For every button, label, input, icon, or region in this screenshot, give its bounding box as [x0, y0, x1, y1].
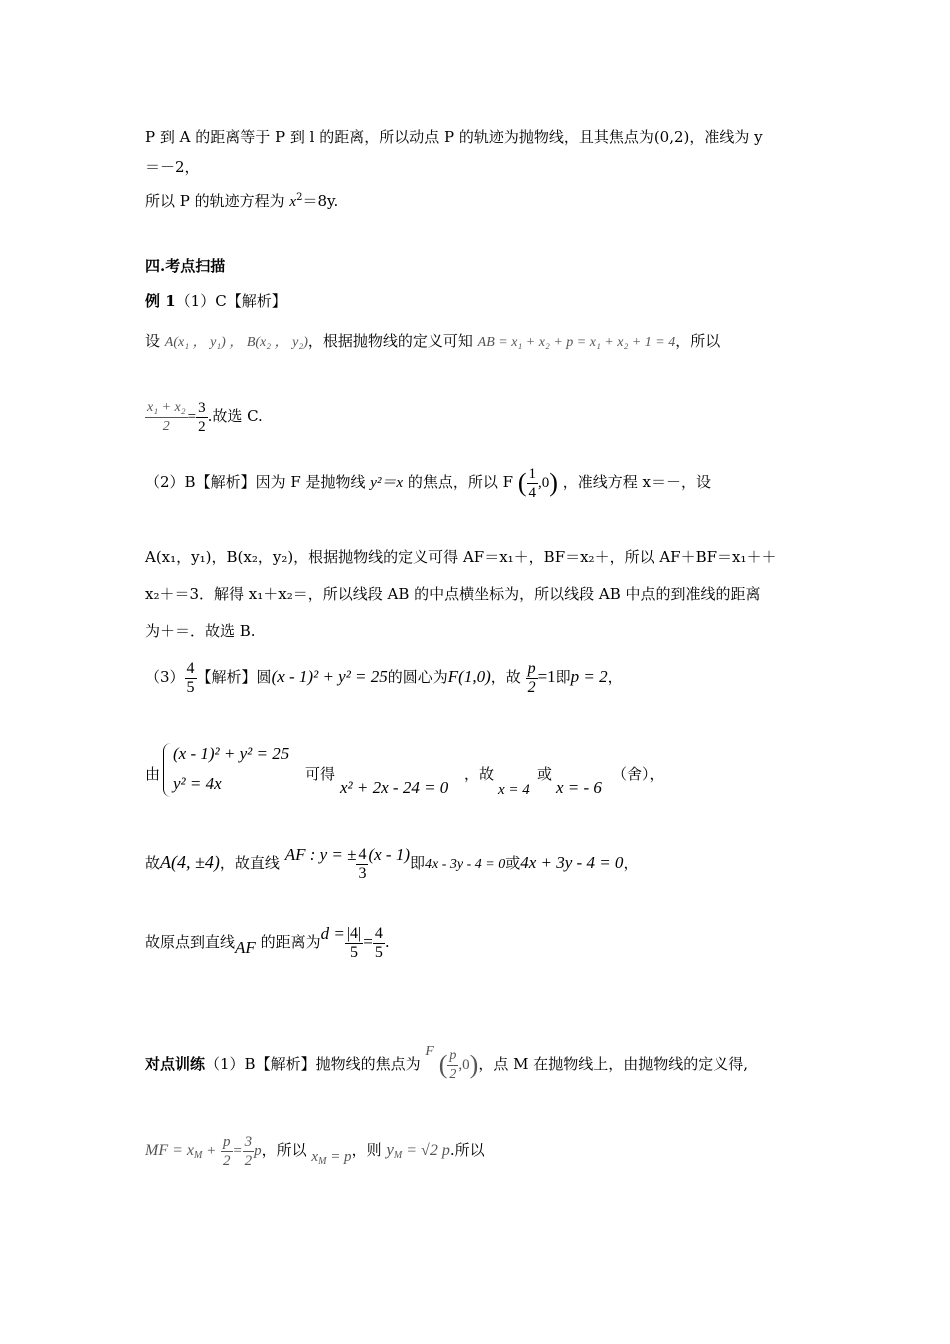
fraction: [196, 399, 208, 436]
denominator: 5: [186, 678, 195, 696]
denominator: 5: [350, 943, 359, 961]
part-2-line-2: A(x₁，y₁)，B(x₂，y₂)，根据抛物线的定义可得 AF＝x₁＋，BF＝x₂＋，所以 AF＋BF＝x₁＋＋: [145, 548, 777, 566]
system-equation-2: y² = 4x: [173, 774, 222, 793]
text-span: ，: [607, 668, 623, 686]
math-af: AF: [235, 938, 256, 957]
part-2-line-3: x₂＋＝3．解得 x₁＋x₂＝，所以线段 AB 的中点横坐标为，所以线段 AB 中点的到准线的距离: [145, 585, 761, 603]
denominator: 2: [244, 1152, 253, 1169]
math-equals: =: [232, 1143, 243, 1159]
text-span: .: [384, 933, 390, 951]
fraction: [527, 465, 539, 502]
math-p: p: [254, 1143, 262, 1159]
numerator: |4|: [346, 924, 362, 942]
math-equation: AB = x₁ + x₂ + p = x₁ + x₂ + 1 = 4: [477, 335, 676, 350]
text-span: ，所以: [261, 1141, 307, 1159]
denominator: 5: [374, 943, 383, 961]
distance-fraction-2: [373, 925, 385, 962]
part-2-line-1: [145, 462, 711, 503]
training-line-1: 对点训练（1）B【解析】抛物线的焦点为 F ( $\frac{p}{2}$ ,0)，点 M 在抛物线上，由抛物线的定义得,: [145, 1044, 748, 1082]
part-3-line-3: [145, 834, 638, 886]
text-span: （2）B【解析】因为 F 是抛物线: [145, 473, 371, 491]
text-span: 故: [145, 854, 161, 872]
math-sub: M: [393, 1150, 403, 1161]
numerator: 4: [186, 659, 195, 677]
text-or: 或: [537, 765, 553, 783]
text-span: 设: [145, 332, 161, 350]
paren-left: (: [517, 468, 527, 497]
text-line-1: P 到 A 的距离等于 P 到 l 的距离，所以动点 P 的轨迹为抛物线，且其焦点为(0,2)，准线为 y: [145, 128, 763, 146]
numerator: 4: [358, 845, 367, 863]
numerator: p: [447, 1047, 458, 1066]
denominator: 2: [162, 418, 170, 434]
numerator: 1: [528, 465, 537, 482]
text-span: 的焦点，所以 F: [403, 473, 514, 491]
math-line-1: 4x - 3y - 4 = 0: [425, 857, 506, 872]
part-2-line-4: 为＋＝．故选 B.: [145, 622, 256, 640]
part-3-line-1: [145, 656, 623, 698]
text-span: ，故: [490, 668, 521, 686]
text-span: .所以: [449, 1141, 485, 1159]
math-parabola: y²＝x: [370, 475, 404, 491]
denominator: 2: [198, 418, 206, 435]
text-span: ，则: [351, 1141, 382, 1159]
text-span: （1）B【解析】抛物线的焦点为: [205, 1055, 421, 1073]
text-span: ，: [623, 854, 639, 872]
math-f: F: [425, 1044, 434, 1059]
numerator: p: [527, 659, 536, 677]
text-span: ＝8y.: [302, 192, 339, 210]
example-1-line-1: [145, 331, 720, 353]
denominator: 2: [449, 1066, 457, 1082]
text-span: ，故直线: [219, 854, 280, 872]
math-sub: M: [194, 1150, 203, 1161]
math-y: y: [386, 1140, 394, 1159]
text-span: .故选 C.: [207, 407, 263, 425]
example-label: 例 1: [145, 292, 176, 310]
math-equals: =1: [537, 667, 556, 686]
equals-sign: =: [187, 409, 197, 425]
math-eq: = p: [326, 1149, 352, 1165]
example-1-line-2: [145, 398, 263, 436]
p-over-2: [221, 1133, 233, 1170]
math-text: (x - 1): [368, 845, 410, 864]
text-span: 所以 P 的轨迹方程为: [145, 192, 290, 210]
system-brace: [163, 743, 172, 797]
math-plus: +: [202, 1143, 217, 1159]
text-span: 的距离为: [260, 933, 321, 951]
math-x: x: [311, 1149, 319, 1165]
math-eq: = √2 p: [402, 1142, 450, 1159]
math-d: d =: [320, 924, 345, 943]
example-rest: （1）C【解析】: [175, 292, 287, 310]
numerator: 3: [244, 1133, 253, 1150]
math-x: x: [289, 194, 297, 210]
training-label: 对点训练: [145, 1055, 206, 1073]
paren-right: ): [549, 468, 558, 497]
text-line-3: [145, 188, 338, 212]
math-line-af: AF : y = ±: [284, 845, 357, 864]
denominator: 4: [528, 484, 537, 501]
math-point-a: A(4, ±4): [160, 852, 220, 872]
text-span: 即: [410, 854, 426, 872]
numerator: 4: [374, 924, 383, 942]
math-exponent: 2: [296, 192, 303, 203]
quadratic-equation: x² + 2x - 24 = 0: [340, 778, 449, 797]
numerator: 3: [198, 399, 206, 416]
text-span: 或: [505, 854, 521, 872]
denominator: 2: [223, 1152, 231, 1169]
numerator: p: [223, 1133, 231, 1150]
text-span: 【解析】圆: [196, 668, 272, 686]
text-span: 的圆心为: [387, 668, 448, 686]
text-span: 即: [555, 668, 571, 686]
system-get: 可得: [305, 765, 336, 783]
three-halves: [243, 1133, 255, 1170]
text-span: ,0: [458, 1057, 470, 1073]
math-p-value: p = 2: [570, 667, 608, 686]
focus-fraction: [447, 1047, 458, 1084]
text-line-2: ＝－2，: [145, 158, 200, 176]
fraction: [145, 399, 188, 436]
denominator: 2: [527, 678, 536, 696]
denominator: 3: [358, 864, 367, 882]
system-equation-1: (x - 1)² + y² = 25: [173, 744, 290, 763]
training-line-2: [145, 1128, 485, 1184]
example-1-heading: [145, 291, 287, 311]
solution-1: x = 4: [498, 782, 530, 798]
text-span: ，点 M 在抛物线上，由抛物线的定义得,: [478, 1055, 748, 1073]
section-title: 四.考点扫描: [145, 257, 226, 275]
slope-fraction: [356, 846, 368, 883]
answer-fraction: [185, 660, 197, 697]
text-span: （3）: [145, 668, 185, 686]
math-sub: M: [318, 1156, 327, 1167]
math-circle: (x - 1)² + y² = 25: [271, 667, 388, 686]
p-fraction: [526, 660, 538, 697]
math-center: F(1,0): [447, 667, 491, 686]
text-span: ，根据抛物线的定义可知: [307, 332, 473, 350]
text-span: ,0: [538, 475, 550, 491]
numerator: x₁ + x₂: [145, 399, 188, 418]
math-line-2: 4x + 3y - 4 = 0: [520, 853, 624, 872]
part-3-sys-prefix: 由: [145, 765, 161, 783]
text-span: 故原点到直线: [145, 933, 236, 951]
text-discard: （舍），: [612, 765, 665, 783]
text-span: ，所以: [675, 332, 721, 350]
math-points: A(x₁ ， y₁) ， B(x₂ ， y₂): [164, 335, 308, 350]
solution-2: x = - 6: [556, 778, 602, 797]
text-span: ，故: [464, 765, 495, 783]
math-mf: MF = x: [145, 1142, 194, 1159]
text-span: ，准线方程 x＝－，设: [562, 473, 711, 491]
distance-fraction: [345, 925, 363, 962]
part-3-line-4: 故原点到直线AF 的距离为d = $\frac{|4|}{5}$ = $\frac{4}{5}$ .: [145, 924, 390, 961]
